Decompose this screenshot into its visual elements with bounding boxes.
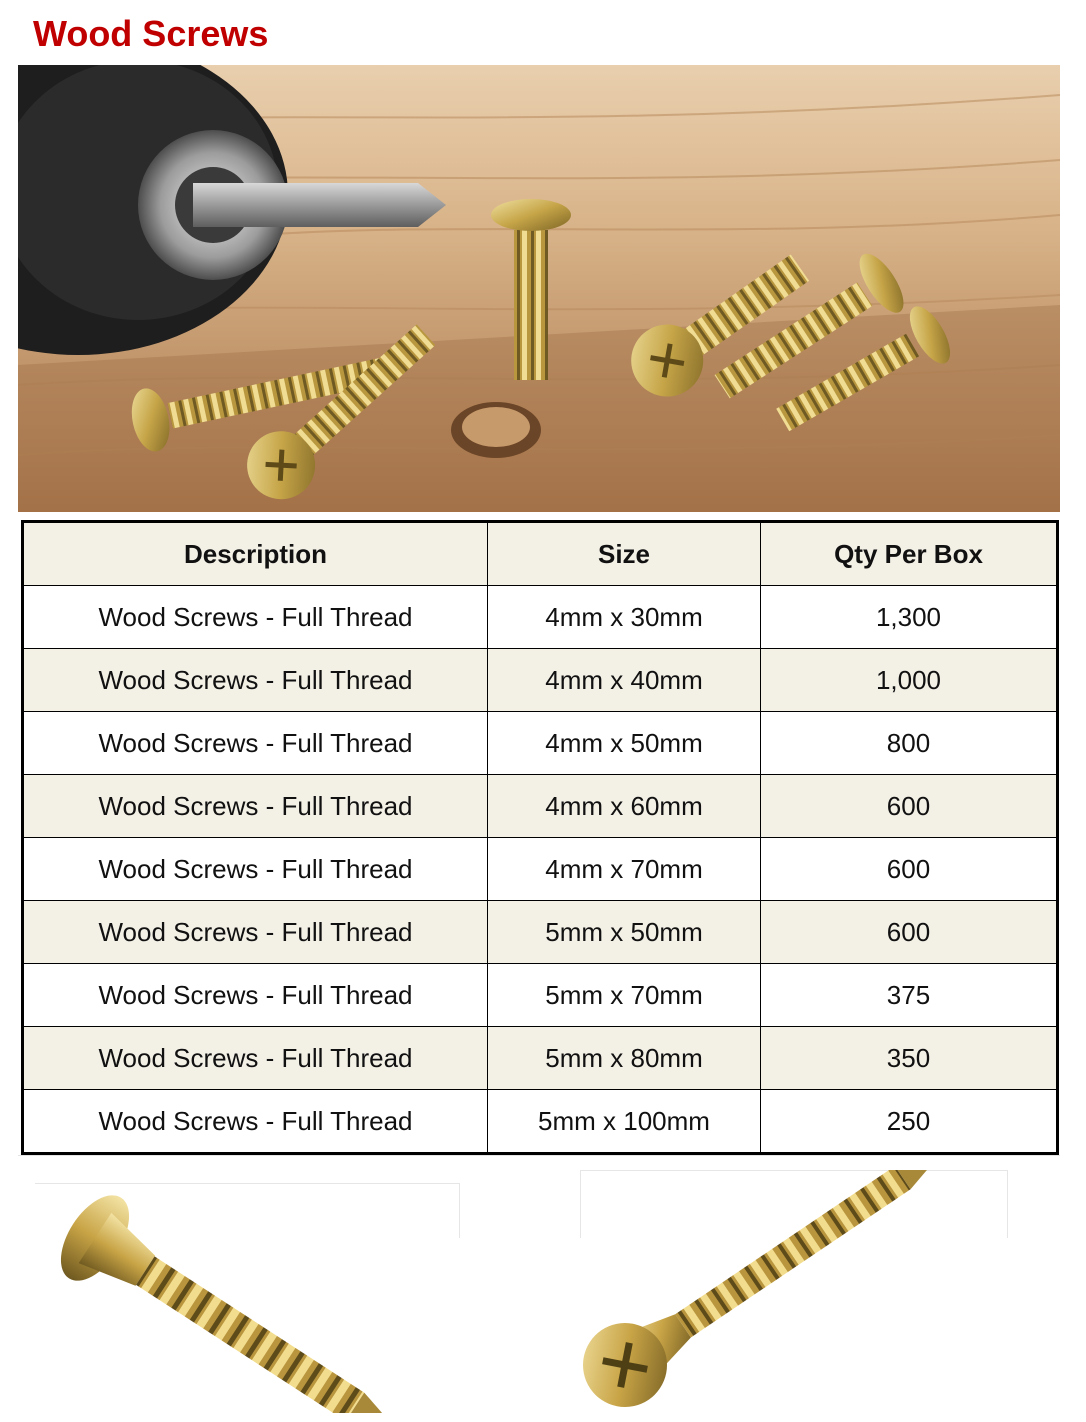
size-cell: 5mm x 80mm — [488, 1027, 761, 1090]
qty-cell: 600 — [761, 775, 1058, 838]
description-cell: Wood Screws - Full Thread — [23, 775, 488, 838]
size-cell: 4mm x 30mm — [488, 586, 761, 649]
size-cell: 5mm x 50mm — [488, 901, 761, 964]
hero-photo — [18, 65, 1060, 512]
page-title: Wood Screws — [33, 13, 269, 54]
qty-cell: 250 — [761, 1090, 1058, 1154]
size-cell: 4mm x 50mm — [488, 712, 761, 775]
table-header-row — [23, 522, 1058, 586]
qty-cell: 600 — [761, 901, 1058, 964]
qty-cell: 600 — [761, 838, 1058, 901]
table-row — [23, 775, 1058, 838]
qty-cell: 1,300 — [761, 586, 1058, 649]
qty-cell: 1,000 — [761, 649, 1058, 712]
table-row — [23, 901, 1058, 964]
description-cell: Wood Screws - Full Thread — [23, 964, 488, 1027]
qty-cell: 800 — [761, 712, 1058, 775]
screw-photo-right — [580, 1170, 1010, 1415]
description-cell: Wood Screws - Full Thread — [23, 649, 488, 712]
table-row — [23, 838, 1058, 901]
description-cell: Wood Screws - Full Thread — [23, 586, 488, 649]
size-cell: 4mm x 70mm — [488, 838, 761, 901]
description-cell: Wood Screws - Full Thread — [23, 901, 488, 964]
size-cell: 4mm x 40mm — [488, 649, 761, 712]
size-cell: 4mm x 60mm — [488, 775, 761, 838]
description-cell: Wood Screws - Full Thread — [23, 1090, 488, 1154]
column-header-size: Size — [488, 522, 761, 586]
column-header-qty: Qty Per Box — [761, 522, 1058, 586]
size-cell: 5mm x 100mm — [488, 1090, 761, 1154]
table-row — [23, 1090, 1058, 1154]
qty-cell: 350 — [761, 1027, 1058, 1090]
screw-spec-table — [21, 520, 1059, 1155]
table-row — [23, 586, 1058, 649]
table-row — [23, 1027, 1058, 1090]
table-row — [23, 649, 1058, 712]
qty-cell: 375 — [761, 964, 1058, 1027]
description-cell: Wood Screws - Full Thread — [23, 1027, 488, 1090]
description-cell: Wood Screws - Full Thread — [23, 838, 488, 901]
description-cell: Wood Screws - Full Thread — [23, 712, 488, 775]
table-row — [23, 712, 1058, 775]
screw-photo-left — [35, 1183, 460, 1413]
table-row — [23, 964, 1058, 1027]
size-cell: 5mm x 70mm — [488, 964, 761, 1027]
column-header-description: Description — [23, 522, 488, 586]
divider — [18, 1155, 1060, 1156]
